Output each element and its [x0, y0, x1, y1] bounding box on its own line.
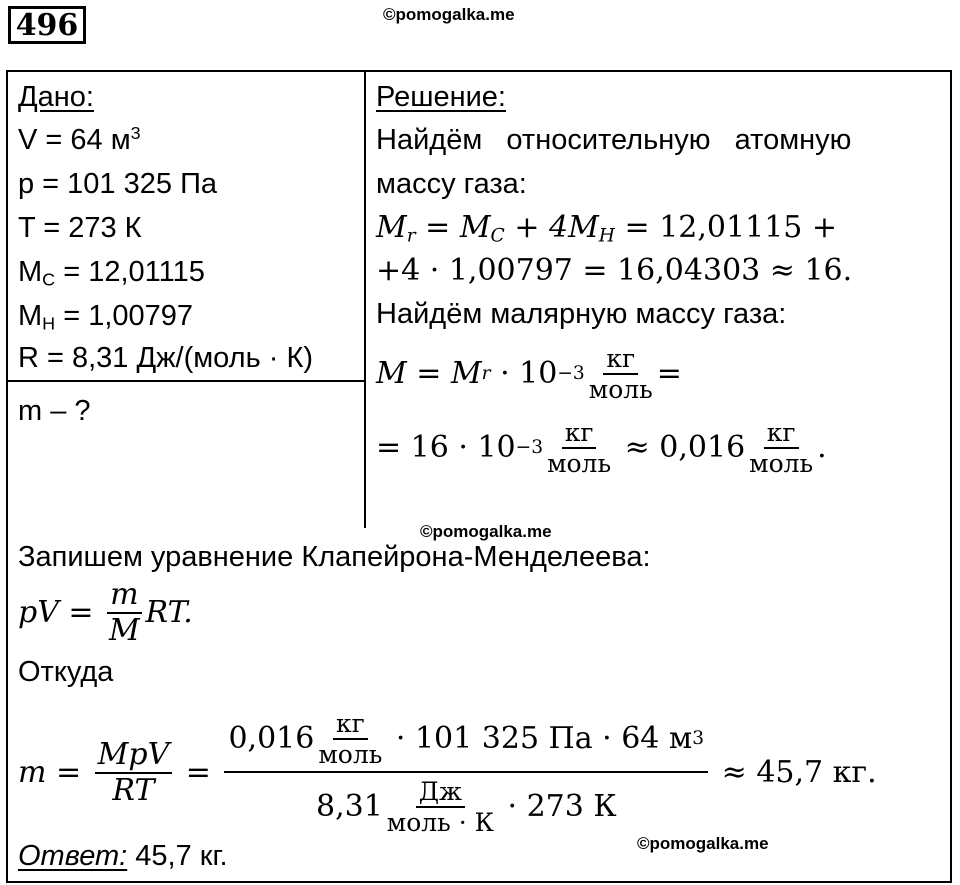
- m-over-M-fraction: $\frac{m}{M}$: [108, 577, 140, 648]
- kg-per-mol-fraction: $\frac{кг}{\text{моль}}$: [749, 418, 814, 478]
- equation-molar-mass: M = M r · 10 −3 $\frac{кг}{\text{моль}}$ =: [376, 344, 682, 404]
- watermark-middle: ©pomogalka.me: [420, 522, 552, 541]
- solution-title: Решение:: [376, 81, 506, 113]
- given-pressure: p = 101 325 Па: [18, 168, 218, 200]
- given-title: Дано:: [18, 81, 94, 113]
- given-gas-constant: R = 8,31 Дж/(моль · К): [18, 342, 314, 374]
- answer-value: 45,7 кг.: [127, 840, 228, 872]
- joule-per-mol-kelvin-fraction: $\frac{Дж}{\text{моль · К}}$: [386, 777, 494, 837]
- watermark-top: ©pomogalka.me: [383, 5, 515, 24]
- whence-label: Откуда: [18, 656, 114, 688]
- kg-per-mol-fraction: $\frac{кг}{\text{моль}}$: [588, 344, 653, 404]
- problem-number: 496: [8, 6, 86, 44]
- given-mass-hydrogen: $M_H = 1,00797$: [18, 300, 194, 334]
- column-divider: [364, 70, 366, 528]
- given-mass-carbon: $M_C = 12,01115$: [18, 256, 205, 290]
- equation-molar-mass-value: = 16 · 10 −3 $\frac{кг}{\text{моль}}$ ≈ 0,016 $\frac{кг}{\text{моль}}$ .: [376, 418, 827, 478]
- find-question: m – ?: [18, 395, 91, 427]
- clapeyron-heading: Запишем уравнение Клапейрона-Менделеева:: [18, 541, 651, 573]
- answer-label: Ответ:: [18, 840, 128, 872]
- find-molar: Найдём малярную массу газа:: [376, 298, 787, 330]
- find-atomic-line1: Найдём относительную атомную: [376, 124, 852, 156]
- kg-per-mol-fraction: $\frac{кг}{\text{моль}}$: [547, 418, 612, 478]
- big-fraction: 0,016 $\frac{кг}{\text{моль}}$ · 101 325 Па · 64 м 3 8,31 $\frac{Дж}{\text{моль · К}}$ · 273 К: [224, 711, 708, 835]
- equation-relative-mass-cont: +4 · 1,00797 = 16,04303 ≈ 16.: [376, 253, 853, 288]
- equation-clapeyron: pV = $\frac{m}{M}$ RT.: [18, 577, 193, 648]
- watermark-bottom: ©pomogalka.me: [637, 834, 769, 853]
- answer-line: [18, 842, 228, 871]
- MpV-over-RT-fraction: $\frac{\text{MpV}}{RT}$: [95, 740, 173, 806]
- kg-per-mol-fraction: $\frac{кг}{\text{моль}}$: [318, 709, 383, 769]
- equation-relative-mass: $M_r = M_C + 4M_H = 12,01115$ +: [376, 210, 838, 247]
- equation-final-mass: m = $\frac{\text{MpV}}{RT}$ = 0,016 $\frac{кг}{\text{моль}}$ · 101 325 Па · 64 м 3 8,31 $\frac{Дж}{\text{моль · К}}$ · 273 К ≈ 45,7 кг.: [18, 709, 877, 837]
- given-divider: [6, 380, 365, 382]
- given-volume: V = 64 $м^3$: [18, 123, 141, 156]
- given-temperature: T = 273 К: [18, 212, 142, 244]
- find-atomic-line2: массу газа:: [376, 168, 527, 200]
